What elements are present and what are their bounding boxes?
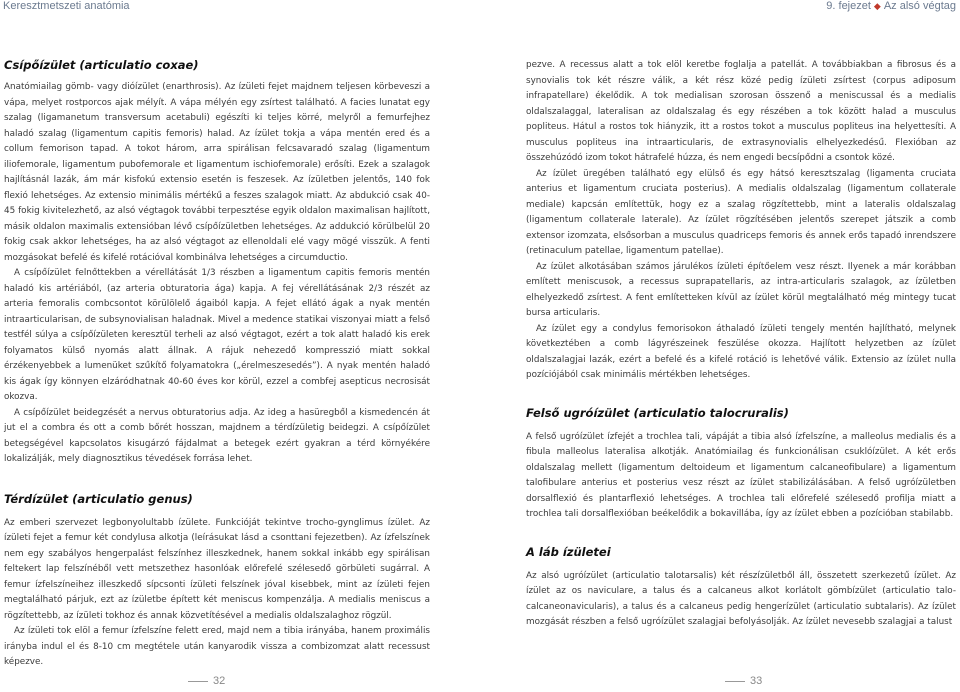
knee-paragraph-3: pezve. A recessus alatt a tok elöl keretbe foglalja a patellát. A továbbiakban a fibrosus és a synovialis tok két részre válik, a két rész közé pedig ízületi zsírtest (corpus adiposum infrapatellare) ékelődik. A tok medialisan szorosan összenő a meniscussal és a medialis oldalszalaggal, lateralisan az oldalszalag és egy részében a tok között halad a musculus popliteus. Hátul a rostos tok hiányzik, itt a rostos tokot a musculus popliteus ina helyettesíti. A musculus popliteus ina intraarticularis, de extrasynovialis elhelyezkedésű. Flexióban az összehúzódó izom tokot hátrafelé húzza, és nem engedi becsípődni a csontok közé.: [526, 60, 956, 163]
running-head-book-title: Keresztmetszeti anatómia: [3, 0, 130, 12]
section-label: Az alsó végtag: [883, 0, 956, 12]
right-column: [526, 58, 956, 631]
hip-paragraph-2: A csípőízület felnőttekben a vérellátását 1/3 részben a ligamentum capitis femoris mentén haladó kis artériából, (az arteria obturatoria ága) kapja. A fej vérellátásának 2/3 részét az arteria femoralis combcsontot körülölelő ágaiból kapja. A fejet ellátó ágak a nyak mentén intraarticularisan, de subsynovialisan haladnak. Mivel a medence statikai viszonyai miatt a felső testfél súlya a csípőízületen keresztül terheli az alsó végtagot, ezért a tok alatt haladó kis erek folyamatos külső nyomás alatt állnak. A rájuk nehezedő kompresszió miatt sokkal érzékenyebbek a lumenüket szűkítő folyamatokra („érelmeszesedés”). A nyak mentén haladó kis ágak így könnyen elzáródhatnak 40-60 éves kor körül, ezzel a combfej asepticus necrosisát okozva.: [4, 268, 430, 402]
knee-joint-heading: Térdízület (articulatio genus): [4, 491, 193, 506]
ankle-paragraph-1: A felső ugróízület ízfejét a trochlea tali, vápáját a tibia alsó ízfelszíne, a malleolus medialis és a fibula malleolus lateralisa alkotják. Anatómiailag és funkcionálisan csuklóízület. A két erős oldalszalag mellett (ligamentum deltoideum et ligamentum calcaneofibulare) a ligamentum talofibulare anterius et posterius vesz részt az ízület stabilizálásában. A felső ugróízületben dorsalflexió és plantarflexió lehetséges. A trochlea tali előrefelé szélesedő profilja miatt a trochlea tali dorsalflexióban beékelődik a bokavillába, így az ízület ebben a pozícióban stabilabb.: [526, 431, 956, 519]
knee-paragraph-6: Az ízület egy a condylus femorisokon áthaladó ízületi tengely mentén hajlítható, melynek következtében a comb lágyrészeinek feszülése okozza. Hajlított helyzetben az ízület oldalszalagjai lazák, ezért a befelé és a kifelé rotáció is lehetővé válik. Extensio az ízület nulla pozíciójából csak minimális mértékben lehetséges.: [526, 323, 956, 380]
upper-ankle-joint-heading: Felső ugróízület (articulatio talocruralis): [526, 405, 789, 420]
page-number-right: [720, 675, 762, 688]
page-number-left-text: 32: [213, 675, 226, 687]
chapter-label: 9. fejezet: [826, 0, 871, 12]
page-number-left: [183, 675, 225, 688]
running-head-chapter: [826, 0, 956, 13]
hip-paragraph-3: A csípőízület beidegzését a nervus obturatorius adja. Az ideg a hasüregből a kismedencén át jut el a combra és ott a comb bőrét hosszan, majdnem a térdízületig beidegzi. A csípőízület betegségével kapcsolatos kisugárzó fájdalmat a betegek ezért gyakran a térd környékére lokalizálják, mely diagnosztikus tévedések forrása lehet.: [4, 407, 430, 464]
knee-paragraph-2: Az ízületi tok elöl a femur ízfelszíne felett ered, majd nem a tibia irányába, hanem proximális irányba indul el és 8-10 cm megtétele után kanyarodik vissza a combizomzat alatt recessust képezve.: [4, 626, 430, 667]
hip-paragraph-1: Anatómiailag gömb- vagy dióízület (enarthrosis). Az ízületi fejet majdnem teljesen körbeveszi a vápa, melyet rostporcos ajak mélyít. A vápa mélyén egy zsírtest található. A facies lunatat egy szalag (ligamanetum transversum acetabuli) egészíti ki teljes körré, melyről a femurfejhez haladó szalag (ligamentum capitis femoris) halad. Az ízület tokja a vápa mentén ered és a collum femorison tapad. A tokot három, arra spirálisan felcsavaradó szalag (ligamentum iliofemorale, ligamentum pubofemorale et ligamentum ischiofemorale) erősíti. Ezek a szalagok hajlításnál lazák, ám már kisfokú extensio esetén is feszesek. Az ízületben jelentős, 140 fok flexió lehetséges. Az extensio minimális mértékű a feszes szalagok miatt. Az abdukció csak 40-45 fokig kivitelezhető, az alsó végtagok további terpesztése egyik oldalon maximalisan hajlított, másik oldalon maximalis extensióban lévő csípőízületben lehetséges. Az addukció körülbelül 20 fokig csak akkor lehetséges, ha az alsó végtagot az ellenoldali elé vagy mögé visszük. A fenti mozgásokat befelé és kifelé rotációval kombinálva lehetséges a circumductio.: [4, 82, 430, 263]
knee-paragraph-1: Az emberi szervezet legbonyolultabb ízülete. Funkcióját tekintve trocho-gynglimus ízület. Az ízületi fejet a femur két condylusa alkotja (leírásukat lásd a csonttani fejezetben). Az ízfelszínek nem egy szabályos hengerpalást felszínhez illeszkednek, hanem sokkal inkább egy spirálisan feltekert lap felszínéből vett metszethez hasonlóak előrefelé szélesedő görbületi sugárral. A femur ízfelszíneihez illeszkedő sípcsonti ízületi felszínek jóval kisebbek, mint az ízületi fejen megtalálható párjuk, ezt az ízületbe épített két meniscus kompenzálja. A medialis meniscus a rögzítettebb, az ízületi tokhoz és annak közvetítésével a medialis oldalszalaghoz rögzül.: [4, 517, 430, 621]
hip-joint-heading: Csípőízület (articulatio coxae): [4, 58, 199, 72]
diamond-icon: ◆: [873, 1, 881, 11]
foot-joints-heading: A láb ízületei: [526, 544, 611, 559]
page-number-right-text: 33: [750, 675, 763, 687]
left-column: [4, 58, 430, 671]
knee-paragraph-4: Az ízület üregében található egy elülső és egy hátsó keresztszalag (ligamenta cruciata anterius et ligamentum cruciata posterius). A medialis oldalszalag (ligamentum collaterale mediale) kapcsán említettük, hogy ez a szalag rögzítettebb, mint a lateralis oldalszalag (ligamentum collaterale laterale). Az ízület rögzítésében jelentős szerepet játszik a comb extensor izomzata, elsősorban a musculus quadriceps femoris és annek erős tapadó inrendszere (retinaculum patellae, ligamentum patellae).: [526, 168, 956, 256]
foot-paragraph-1: Az alsó ugróízület (articulatio talotarsalis) két részízületből áll, összetett szerkezetű ízület. Az ízület az os naviculare, a talus és a calcaneus alkot korlátolt gömbízület (articulatio talo-calcaneonavicularis), a talus és a calcaneus pedig hengerízület (articulatio subtalaris). Az ízület mozgását részben a felső ugróízület szalagjai befolyásolják. Az ízület nevesebb szalagjai a talust: [526, 570, 956, 627]
knee-paragraph-5: Az ízület alkotásában számos járulékos ízületi építőelem vesz részt. Ilyenek a már korábban említett meniscusok, a recessus suprapatellaris, az intra-articularis szalagok, az ízületben elhelyezkedő zsírtest. A fent említetteken kívül az ízület körül megtalálható még mintegy tucat bursa articularis.: [526, 261, 956, 318]
